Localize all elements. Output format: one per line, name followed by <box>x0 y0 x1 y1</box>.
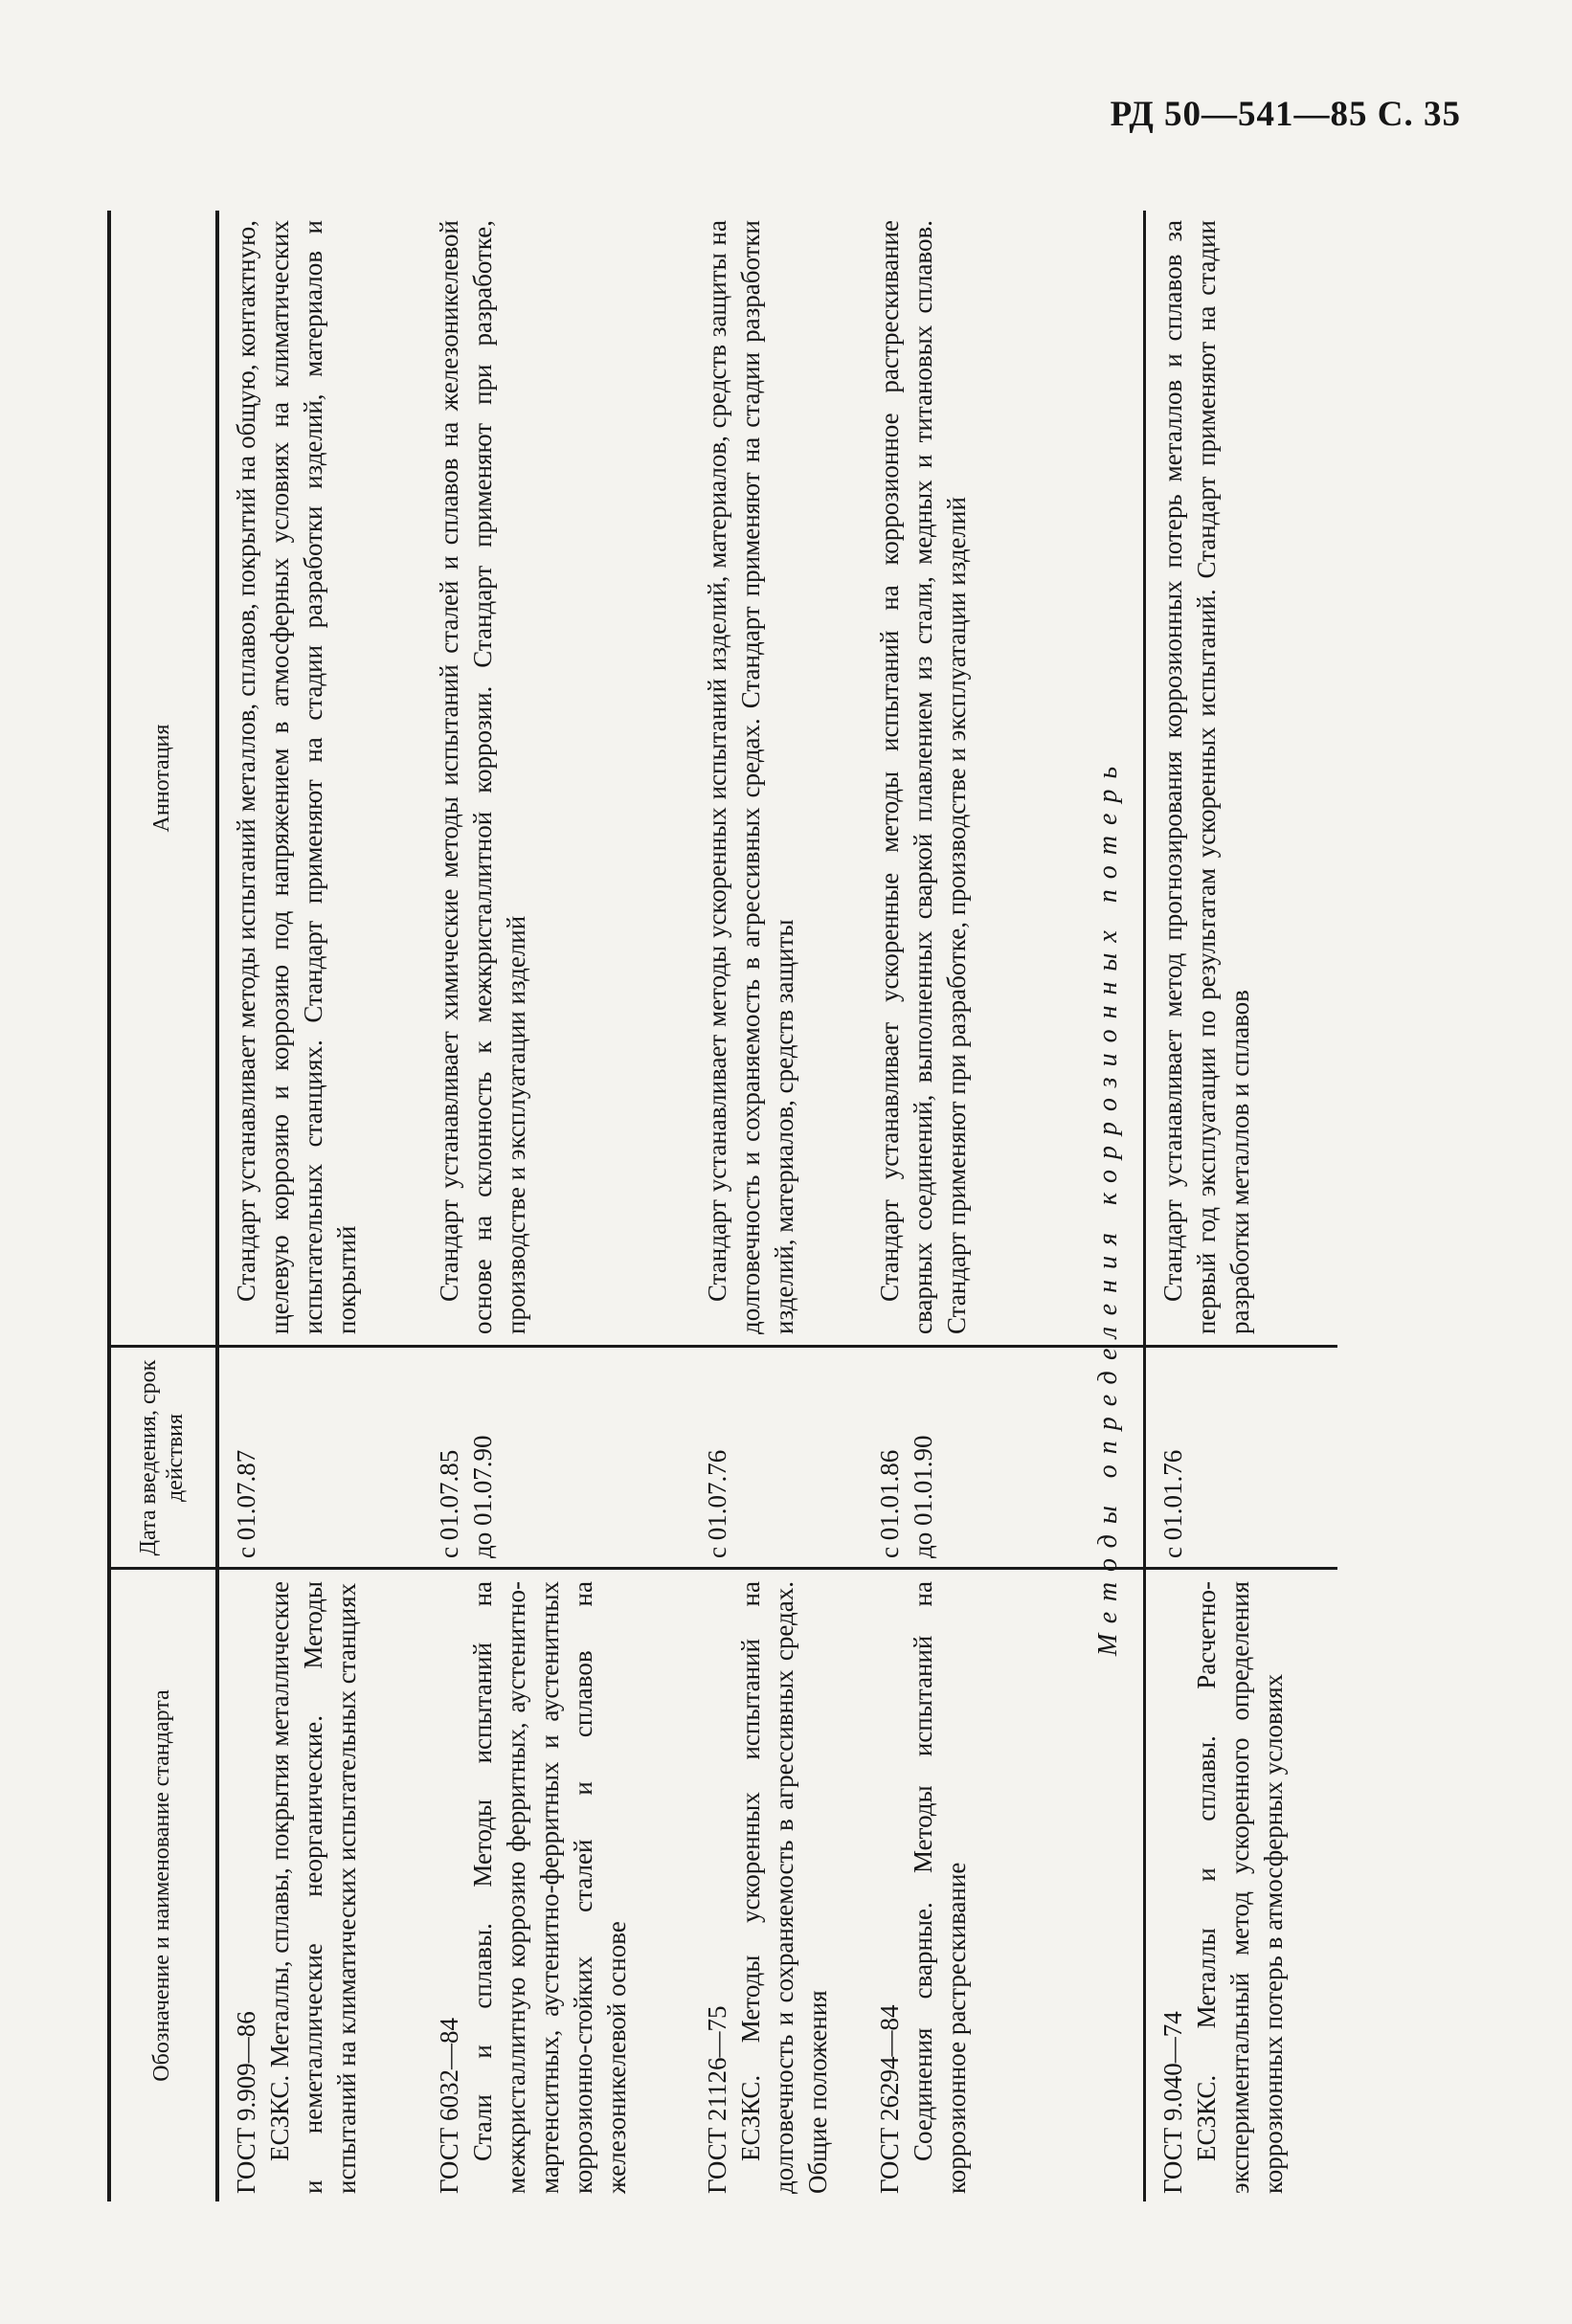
date-from: с 01.01.76 <box>1158 1449 1187 1558</box>
column-divider-1 <box>107 1567 1337 1570</box>
table-row-3-standard <box>701 1581 835 2194</box>
section-row-1-date <box>1157 1357 1190 1558</box>
table-row-3-annotation: Стандарт устанавливает методы ускоренных испытаний изделий, материалов, средств защиты на долговечность и сохраняемость в агрессивных средах. Стандарт применяют на стадии разработки изделий, материалов, средств защиты <box>703 220 798 1334</box>
table-row-1-date <box>230 1357 263 1558</box>
header-date: Дата введения, срок действия <box>135 1359 188 1556</box>
date-from: с 01.07.87 <box>232 1449 260 1558</box>
standard-code: ГОСТ 21126—75 <box>703 2005 731 2194</box>
table-row-4-standard <box>873 1581 974 2194</box>
standard-name: ЕСЗКС. Методы ускоренных испытаний на долговечность и сохраняемость в агрессивных средах. Общие положения <box>736 1581 832 2194</box>
section-row-1-standard <box>1157 1581 1291 2194</box>
header-bottom-rule <box>215 211 219 2201</box>
standard-name: Стали и сплавы. Методы испытаний на межкристаллитную коррозию ферритных, аустенитно-мартенситных, аустенитно-ферритных и аустенитных коррозионно-стойких сталей и сплавов на железоникелевой основе <box>468 1581 631 2194</box>
table-row-2-annotation: Стандарт устанавливает химические методы испытаний сталей и сплавов на железоникелевой основе на склонность к межкристаллитной коррозии. Стандарт применяют при разработке, производстве и эксплуатации изделий <box>435 220 530 1334</box>
section-row-1-annotation: Стандарт устанавливает метод прогнозирования коррозионных потерь металлов и сплавов за первый год эксплуатации по результатам ускоренных испытаний. Стандарт применяют на стадии разработки металлов и сплавов <box>1158 220 1254 1334</box>
date-to: до 01.07.90 <box>468 1435 497 1558</box>
table-row-4-date <box>873 1357 940 1558</box>
standard-code: ГОСТ 6032—84 <box>435 2017 463 2194</box>
table-row-1-standard <box>230 1581 364 2194</box>
header-annotation: Аннотация <box>148 724 174 833</box>
standard-name: ЕСЗКС. Металлы, сплавы, покрытия металлические и неметаллические неорганические. Методы испытаний на климатических испытательных станциях <box>265 1581 361 2194</box>
standard-code: ГОСТ 26294—84 <box>875 2004 904 2194</box>
table-row-1-annotation: Стандарт устанавливает методы испытаний металлов, сплавов, покрытий на общую, контактную, щелевую коррозию и коррозию под напряжением в атмосферных условиях на климатических испытательных станциях. Стандарт применяют на стадии разработки изделий, материалов и покрытий <box>232 220 361 1334</box>
header-standard: Обозначение и наименование стандарта <box>148 1689 174 2082</box>
section-rule <box>1143 211 1146 2201</box>
rotated-table-page <box>107 211 1467 2201</box>
standards-table <box>107 211 1467 2201</box>
table-row-2-date <box>433 1357 500 1558</box>
date-from: с 01.07.76 <box>703 1449 731 1558</box>
date-from: с 01.07.85 <box>435 1449 463 1558</box>
page-header: РД 50—541—85 С. 35 <box>1110 95 1461 134</box>
table-row-3-date <box>701 1357 734 1558</box>
table-row-2-standard <box>433 1581 634 2194</box>
date-from: с 01.01.86 <box>875 1449 904 1558</box>
standard-name: ЕСЗКС. Металлы и сплавы. Расчетно-экспериментальный метод ускоренного определения коррозионных потерь в атмосферных условиях <box>1192 1581 1288 2194</box>
table-row-4-annotation: Стандарт устанавливает ускоренные методы испытаний на коррозионное растрескивание сварных соединений, выполненных сваркой плавлением из стали, медных и титановых сплавов. Стандарт применяют при разработке, производстве и эксплуатации изделий <box>875 220 971 1334</box>
date-to: до 01.01.90 <box>909 1435 937 1558</box>
section-title: Методы определения коррозионных потерь <box>1093 755 1123 1657</box>
standard-name: Соединения сварные. Методы испытаний на коррозионное растрескивание <box>909 1581 971 2194</box>
standard-code: ГОСТ 9.040—74 <box>1158 2011 1187 2194</box>
column-divider-2 <box>107 1345 1337 1348</box>
standard-code: ГОСТ 9.909—86 <box>232 2011 260 2194</box>
